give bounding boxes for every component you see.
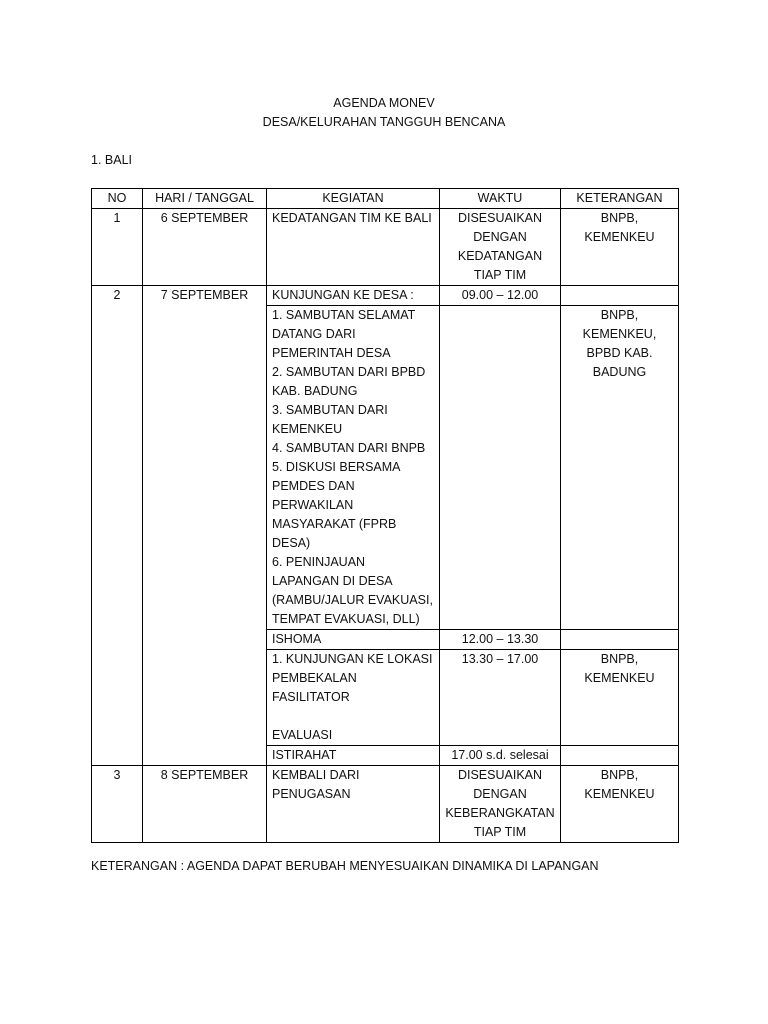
footer-note: KETERANGAN : AGENDA DAPAT BERUBAH MENYESUAIKAN DINAMIKA DI LAPANGAN bbox=[91, 859, 599, 873]
column-header-note: KETERANGAN bbox=[561, 189, 679, 209]
table-header-row bbox=[92, 189, 679, 209]
day1-note: BNPB, KEMENKEU bbox=[561, 209, 679, 286]
table-row bbox=[92, 286, 679, 306]
day2-rest-activity: ISTIRAHAT bbox=[267, 746, 440, 766]
document-title bbox=[0, 94, 768, 132]
day3-activity: KEMBALI DARI PENUGASAN bbox=[267, 766, 440, 843]
day3-time: DISESUAIKAN DENGAN KEBERANGKATAN TIAP TIM bbox=[440, 766, 561, 843]
day2-no: 2 bbox=[92, 286, 143, 766]
day3-no: 3 bbox=[92, 766, 143, 843]
day1-no: 1 bbox=[92, 209, 143, 286]
column-header-time: WAKTU bbox=[440, 189, 561, 209]
day3-note: BNPB, KEMENKEU bbox=[561, 766, 679, 843]
column-header-date: HARI / TANGGAL bbox=[143, 189, 267, 209]
column-header-activity: KEGIATAN bbox=[267, 189, 440, 209]
day2-visit-note bbox=[561, 286, 679, 306]
day2-rest-time: 17.00 s.d. selesai bbox=[440, 746, 561, 766]
agenda-table bbox=[91, 188, 679, 843]
day2-briefing-note: BNPB, KEMENKEU bbox=[561, 650, 679, 746]
day1-date: 6 SEPTEMBER bbox=[143, 209, 267, 286]
day2-ishoma-activity: ISHOMA bbox=[267, 630, 440, 650]
day2-visit-time: 09.00 – 12.00 bbox=[440, 286, 561, 306]
day2-ishoma-note bbox=[561, 630, 679, 650]
day2-briefing-activity: 1. KUNJUNGAN KE LOKASI PEMBEKALAN FASILITATOR EVALUASI bbox=[267, 650, 440, 746]
table-row bbox=[92, 209, 679, 286]
day2-items-time bbox=[440, 306, 561, 630]
table-row bbox=[92, 766, 679, 843]
day2-items-note: BNPB, KEMENKEU, BPBD KAB. BADUNG bbox=[561, 306, 679, 630]
day2-rest-note bbox=[561, 746, 679, 766]
day2-items-activity: 1. SAMBUTAN SELAMAT DATANG DARI PEMERINTAH DESA 2. SAMBUTAN DARI BPBD KAB. BADUNG 3. SAMBUTAN DARI KEMENKEU 4. SAMBUTAN DARI BNPB 5. DISKUSI BERSAMA PEMDES DAN PERWAKILAN MASYARAKAT (FPRB DESA) 6. PENINJAUAN LAPANGAN DI DESA (RAMBU/JALUR EVAKUASI, TEMPAT EVAKUASI, DLL) bbox=[267, 306, 440, 630]
day2-visit-activity: KUNJUNGAN KE DESA : bbox=[267, 286, 440, 306]
day1-activity: KEDATANGAN TIM KE BALI bbox=[267, 209, 440, 286]
column-header-no: NO bbox=[92, 189, 143, 209]
day2-briefing-time: 13.30 – 17.00 bbox=[440, 650, 561, 746]
title-line-1: AGENDA MONEV bbox=[333, 96, 435, 110]
day2-ishoma-time: 12.00 – 13.30 bbox=[440, 630, 561, 650]
day2-date: 7 SEPTEMBER bbox=[143, 286, 267, 766]
day3-date: 8 SEPTEMBER bbox=[143, 766, 267, 843]
day1-time: DISESUAIKAN DENGAN KEDATANGAN TIAP TIM bbox=[440, 209, 561, 286]
title-line-2: DESA/KELURAHAN TANGGUH BENCANA bbox=[262, 115, 506, 129]
region-heading: 1. BALI bbox=[91, 153, 132, 167]
